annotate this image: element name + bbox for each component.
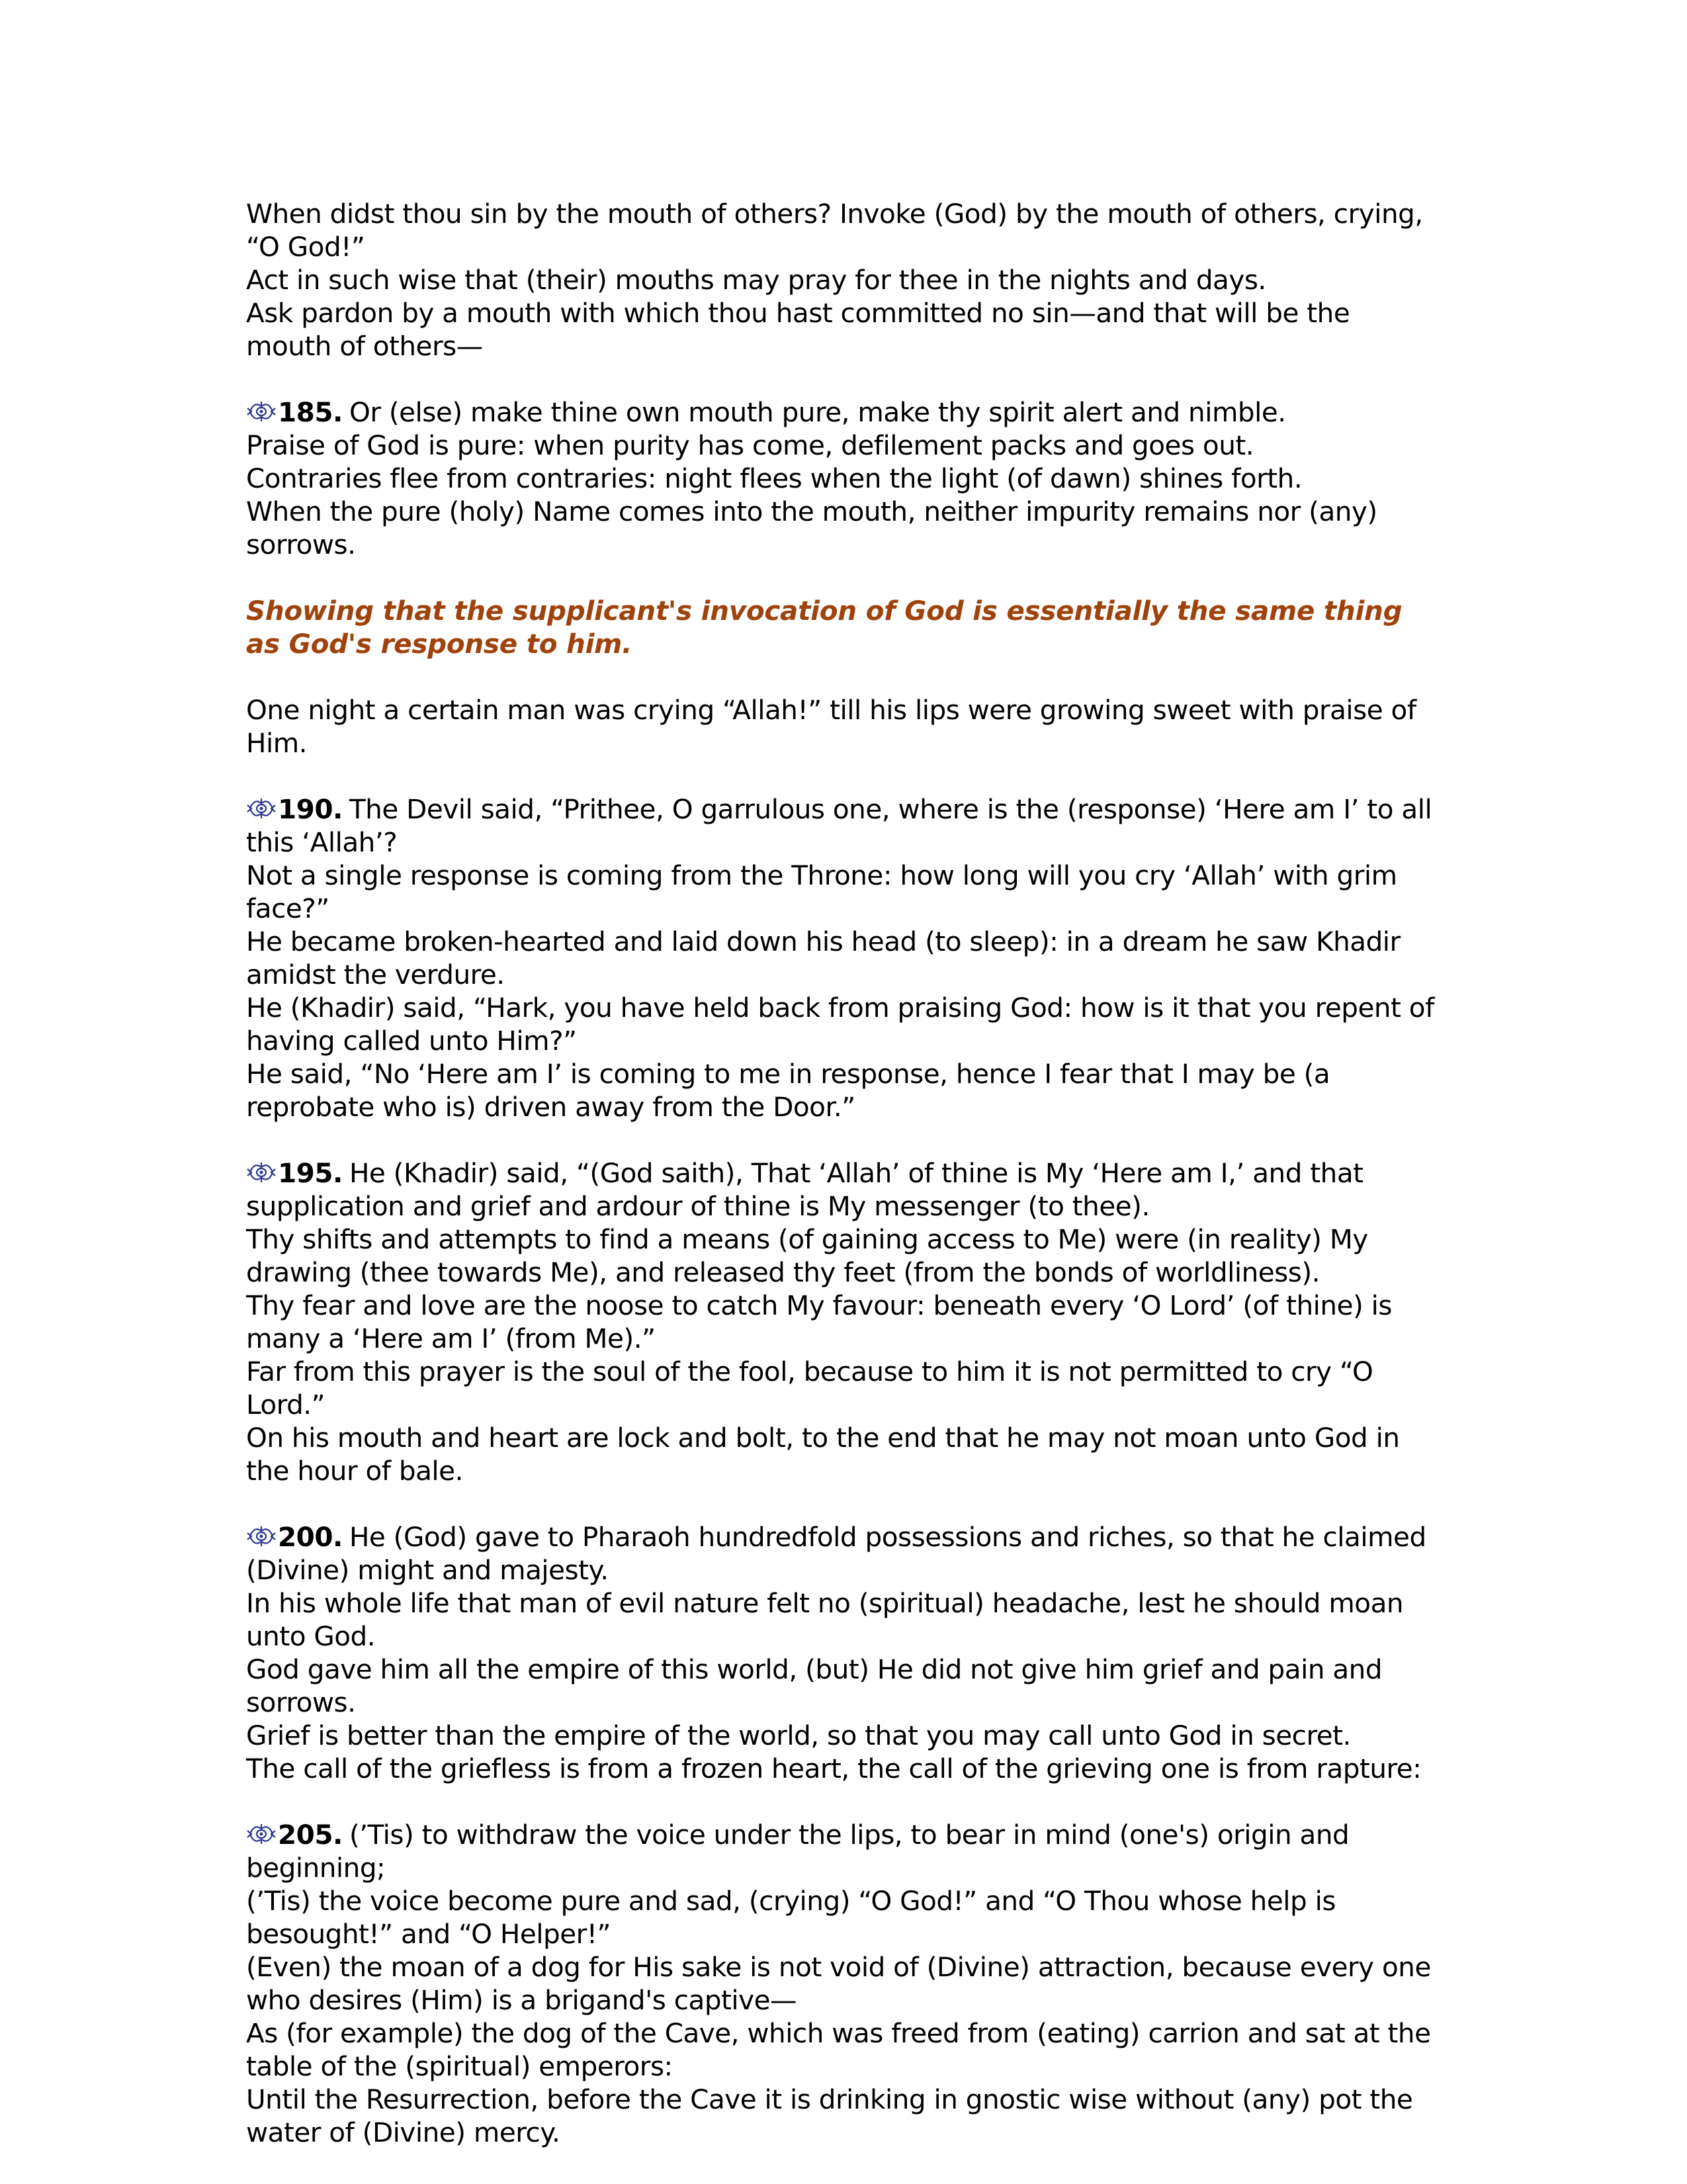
verse-line (246, 1520, 1437, 1587)
verse-text: (’Tis) to withdraw the voice under the lips, to bear in mind (one's) origin and beginning; (246, 1819, 1350, 1884)
rosette-icon (246, 1161, 277, 1184)
text-line: Thy shifts and attempts to find a means (of gaining access to Me) were (in reality) My drawing (thee towards Me), and released thy feet (from the bonds of worldliness). (246, 1223, 1368, 1288)
text-line: Grief is better than the empire of the world, so that you may call unto God in secret. (246, 1720, 1351, 1751)
verse-line (246, 1157, 1437, 1223)
verse-number: 195. (278, 1157, 343, 1189)
text-line: God gave him all the empire of this world, (but) He did not give him grief and pain and sorrows. (246, 1653, 1383, 1718)
text-line: (Even) the moan of a dog for His sake is not void of (Divine) attraction, because every one who desires (Him) is a brigand's captive— (246, 1951, 1431, 2016)
text-line: He (Khadir) said, “Hark, you have held back from praising God: how is it that you repent of having called unto Him?” (246, 992, 1434, 1057)
verse-number: 205. (278, 1819, 343, 1851)
text-line: The call of the griefless is from a frozen heart, the call of the grieving one is from rapture: (246, 1753, 1422, 1784)
text-line: Far from this prayer is the soul of the fool, because to him it is not permitted to cry “O Lord.” (246, 1356, 1373, 1420)
verse-block-195 (246, 1157, 1437, 1487)
verse-line (246, 1818, 1437, 1884)
text-line: Act in such wise that (their) mouths may pray for thee in the nights and days. (246, 264, 1266, 296)
text-line: Not a single response is coming from the Throne: how long will you cry ‘Allah’ with grim face?” (246, 859, 1397, 924)
document-page (246, 197, 1437, 2149)
verse-text: He (Khadir) said, “(God saith), That ‘Allah’ of thine is My ‘Here am I,’ and that supplication and grief and ardour of thine is My messenger (to thee). (246, 1157, 1363, 1222)
text-line: Thy fear and love are the noose to catch My favour: beneath every ‘O Lord’ (of thine) is many a ‘Here am I’ (from Me).” (246, 1289, 1393, 1354)
verse-number: 200. (278, 1521, 343, 1553)
verse-block-200 (246, 1520, 1437, 1785)
verse-text: The Devil said, “Prithee, O garrulous one, where is the (response) ‘Here am I’ to all this ‘Allah’? (246, 793, 1432, 858)
text-line: As (for example) the dog of the Cave, which was freed from (eating) carrion and sat at the table of the (spiritual) emperors: (246, 2017, 1431, 2082)
verse-block-205 (246, 1818, 1437, 2149)
verse-text: Or (else) make thine own mouth pure, make thy spirit alert and nimble. (349, 396, 1286, 428)
text-line: (’Tis) the voice become pure and sad, (crying) “O God!” and “O Thou whose help is besought!” and “O Helper!” (246, 1885, 1336, 1950)
verse-block-185 (246, 396, 1437, 561)
text-line: When didst thou sin by the mouth of others? Invoke (God) by the mouth of others, crying, “O God!” (246, 198, 1423, 263)
rosette-icon (246, 400, 277, 423)
verse-number: 190. (278, 793, 343, 825)
rosette-icon (246, 1823, 277, 1845)
text-line: Praise of God is pure: when purity has come, defilement packs and goes out. (246, 429, 1254, 461)
verse-number: 185. (278, 396, 343, 428)
intro-block (246, 197, 1437, 363)
rosette-icon (246, 797, 277, 820)
verse-block-190 (246, 793, 1437, 1123)
rosette-icon (246, 1525, 277, 1548)
section-heading: Showing that the supplicant's invocation of God is essentially the same thing as God's response to him. (246, 595, 1403, 660)
text-line: On his mouth and heart are lock and bolt, to the end that he may not moan unto God in the hour of bale. (246, 1422, 1400, 1487)
text-line: He became broken-hearted and laid down his head (to sleep): in a dream he saw Khadir amidst the verdure. (246, 926, 1401, 990)
verse-line (246, 396, 1437, 429)
verse-text: He (God) gave to Pharaoh hundredfold possessions and riches, so that he claimed (Divine) might and majesty. (246, 1521, 1426, 1586)
verse-line (246, 793, 1437, 859)
text-line: Ask pardon by a mouth with which thou hast committed no sin—and that will be the mouth of others— (246, 297, 1350, 362)
text-line: Contraries flee from contraries: night flees when the light (of dawn) shines forth. (246, 462, 1303, 494)
text-line: In his whole life that man of evil nature felt no (spiritual) headache, lest he should moan unto God. (246, 1587, 1404, 1652)
story-intro: One night a certain man was crying “Allah!” till his lips were growing sweet with praise of Him. (246, 694, 1416, 759)
text-line: When the pure (holy) Name comes into the mouth, neither impurity remains nor (any) sorrows. (246, 496, 1377, 560)
text-line: He said, “No ‘Here am I’ is coming to me in response, hence I fear that I may be (a reprobate who is) driven away from the Door.” (246, 1058, 1330, 1123)
text-line: Until the Resurrection, before the Cave it is drinking in gnostic wise without (any) pot the water of (Divine) mercy. (246, 2083, 1413, 2148)
